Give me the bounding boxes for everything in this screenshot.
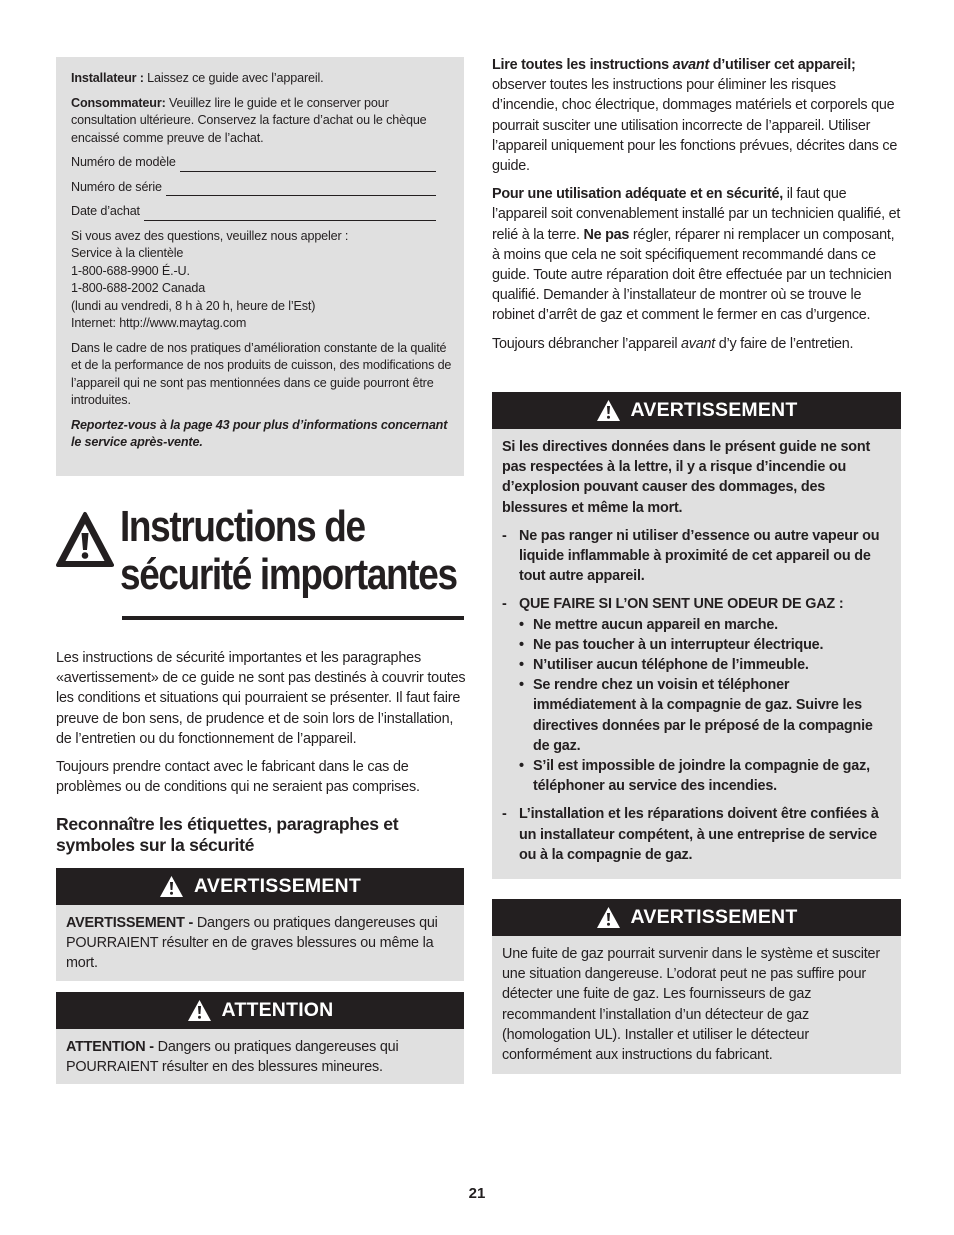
right-intro: [492, 55, 904, 362]
warning-triangle-icon: [56, 511, 114, 569]
serial-number-field: Numéro de série: [71, 179, 454, 197]
warning-header: AVERTISSEMENT: [56, 868, 464, 905]
contact-info: Si vous avez des questions, veuillez nous appeler : Service à la clientèle 1-800-688-9900 É.-U. 1-800-688-2002 Canada (lundi au vendredi, 8 h à 20 h, heure de l’Est) Internet: http://www.maytag.com: [71, 228, 454, 333]
list-item: • Ne pas toucher à un interrupteur électrique.: [519, 636, 824, 653]
read-instructions-para: Lire toutes les instructions avant d’utiliser cet appareil; observer toutes les instructions pour éliminer les risques d’incendie, choc électrique, dommages matériels et corporels que pourrait susciter une utilisation incorrecte de l’appareil. Utiliser l’appareil uniquement pour les fonctions prévues, décrites dans ce guide.: [492, 57, 898, 175]
purchase-date-field: Date d’achat: [71, 203, 454, 221]
list-item: • S’il est impossible de joindre la compagnie de gaz, téléphoner au service des incendies.: [519, 758, 870, 795]
gas-warning-list: [502, 526, 891, 865]
improvement-note: Dans le cadre de nos pratiques d’amélioration constante de la qualité et de la performance de nos produits de cuisson, des modifications de l’appareil qui ne sont pas mentionnées dans ce guide pourront être introduites.: [71, 340, 452, 407]
warning-triangle-icon: [159, 875, 184, 898]
list-item: - QUE FAIRE SI L’ON SENT UNE ODEUR DE GAZ : • Ne mettre aucun appareil en marche. • Ne pas toucher à un interrupteur électrique. • N’utiliser aucun téléphone de l’immeuble. • Se rendre chez un voisin et téléphoner immédiatement à la compagnie de gaz. Suivre les directives données par le préposé de la compagnie de gaz. • S’il est impossible de joindre la compagnie de gaz, téléphoner au service des incendies.: [502, 594, 891, 796]
page-title: Instructions de sécurité importantes: [120, 502, 457, 599]
gas-warning-box: [492, 392, 901, 879]
website-link[interactable]: Internet: http://www.maytag.com: [71, 316, 247, 330]
gas-warning-header: AVERTISSEMENT: [492, 392, 901, 429]
model-number-field: Numéro de modèle: [71, 154, 454, 172]
warning-definition-box: [56, 868, 464, 981]
proper-use-para: Pour une utilisation adéquate et en sécurité, il faut que l’appareil soit convenablement installé par un technicien qualifié, et relié à la terre. Ne pas régler, réparer ni remplacer un composant, à moins que cela ne soit spécifiquement recommandé dans ce guide. Toute autre réparation doit être effectuée par un technicien qualifié. Demander à l’installateur de montrer où se trouve le robinet d’arrêt de gaz et comment le fermer en cas d’urgence.: [492, 186, 901, 324]
safety-intro: Les instructions de sécurité importantes et les paragraphes «avertissement» de ce guide ne sont pas destinés à couvrir toutes les conditions et situations qui pourraient se présenter. Il faut faire preuve de bon sens, de prudence et de soin lors de l’installation, de l’entretien ou du fonctionnement de l’appareil. Toujours prendre contact avec le fabricant dans le cas de problèmes ou de conditions qui ne seraient pas comprises.: [56, 650, 466, 796]
caution-definition: ATTENTION - Dangers ou pratiques dangereuses qui POURRAIENT résulter en des blessures mineures.: [66, 1039, 399, 1076]
warning-triangle-icon: [596, 906, 621, 929]
gas-detector-warning-header: AVERTISSEMENT: [492, 899, 901, 936]
purchase-date-line: [144, 207, 436, 221]
serial-number-line: [166, 182, 436, 196]
gas-odor-steps: [519, 615, 891, 797]
model-number-line: [180, 158, 436, 172]
service-reference: Reportez-vous à la page 43 pour plus d’informations concernant le service après-vente.: [71, 417, 448, 449]
list-item: - Ne pas ranger ni utiliser d’essence ou autre vapeur ou liquide inflammable à proximité de cet appareil ou de tout autre appareil.: [502, 527, 880, 585]
gas-detector-warning-box: [492, 899, 901, 1074]
warning-definition: AVERTISSEMENT - Dangers ou pratiques dangereuses qui POURRAIENT résulter en de graves blessures ou même la mort.: [66, 915, 438, 972]
caution-definition-box: [56, 992, 464, 1084]
owner-info-box: [56, 57, 464, 476]
title-rule: [122, 616, 464, 620]
list-item: - L’installation et les réparations doivent être confiées à un installateur compétent, à une entreprise de service ou à la compagnie de gaz.: [502, 806, 879, 863]
installer-note: Installateur : Laissez ce guide avec l’appareil.: [71, 71, 324, 85]
list-item: • Se rendre chez un voisin et téléphoner immédiatement à la compagnie de gaz. Suivre les directives données par le préposé de la compagnie de gaz.: [519, 677, 873, 754]
page-number: 21: [468, 1185, 486, 1202]
gas-warning-body: Si les directives données dans le présent guide ne sont pas respectées à la lettre, il y a risque d’incendie ou d’explosion pouvant causer des dommages, des blessures et même la mort. - Ne pas ranger ni utiliser d’essence ou autre vapeur ou liquide inflammable à proximité de cet appareil ou de tout autre appareil. - QUE FAIRE SI L’ON SENT UNE ODEUR DE GAZ : • Ne mettre aucun appareil en marche. • Ne pas toucher à un interrupteur électrique. • N’utiliser aucun téléphone de l’immeuble. • Se rendre chez un voisin et téléphoner immédiatement à la compagnie de gaz. Suivre les directives données par le préposé de la compagnie de gaz. • S’il est impossible de joindre la compagnie de gaz, téléphoner au service des incendies. - L’installation et les réparations doivent être confiées à un installateur compétent, à une entreprise de service ou à la compagnie de gaz.: [492, 429, 901, 881]
list-item: • Ne mettre aucun appareil en marche.: [519, 616, 778, 633]
warning-triangle-icon: [187, 999, 212, 1022]
unplug-para: Toujours débrancher l’appareil avant d’y faire de l’entretien.: [492, 335, 854, 352]
caution-header: ATTENTION: [56, 992, 464, 1029]
recognize-labels-heading: Reconnaître les étiquettes, paragraphes et symboles sur la sécurité: [56, 814, 399, 855]
gas-detector-warning-body: Une fuite de gaz pourrait survenir dans le système et susciter une situation dangereuse. L’odorat peut ne pas suffire pour détecter une fuite de gaz. Les fournisseurs de gaz recommandent l’installation d’un détecteur de gaz (homologation UL). Installer et utiliser le détecteur conformément aux instructions du fabricant.: [502, 946, 880, 1064]
consumer-note: Consommateur: Veuillez lire le guide et le conserver pour consultation ultérieure. Conservez la facture d’achat ou le chèque encaissé comme preuve de l’achat.: [71, 95, 427, 145]
section-title-block: [56, 503, 464, 623]
list-item: • N’utiliser aucun téléphone de l’immeuble.: [519, 657, 809, 674]
warning-triangle-icon: [596, 399, 621, 422]
